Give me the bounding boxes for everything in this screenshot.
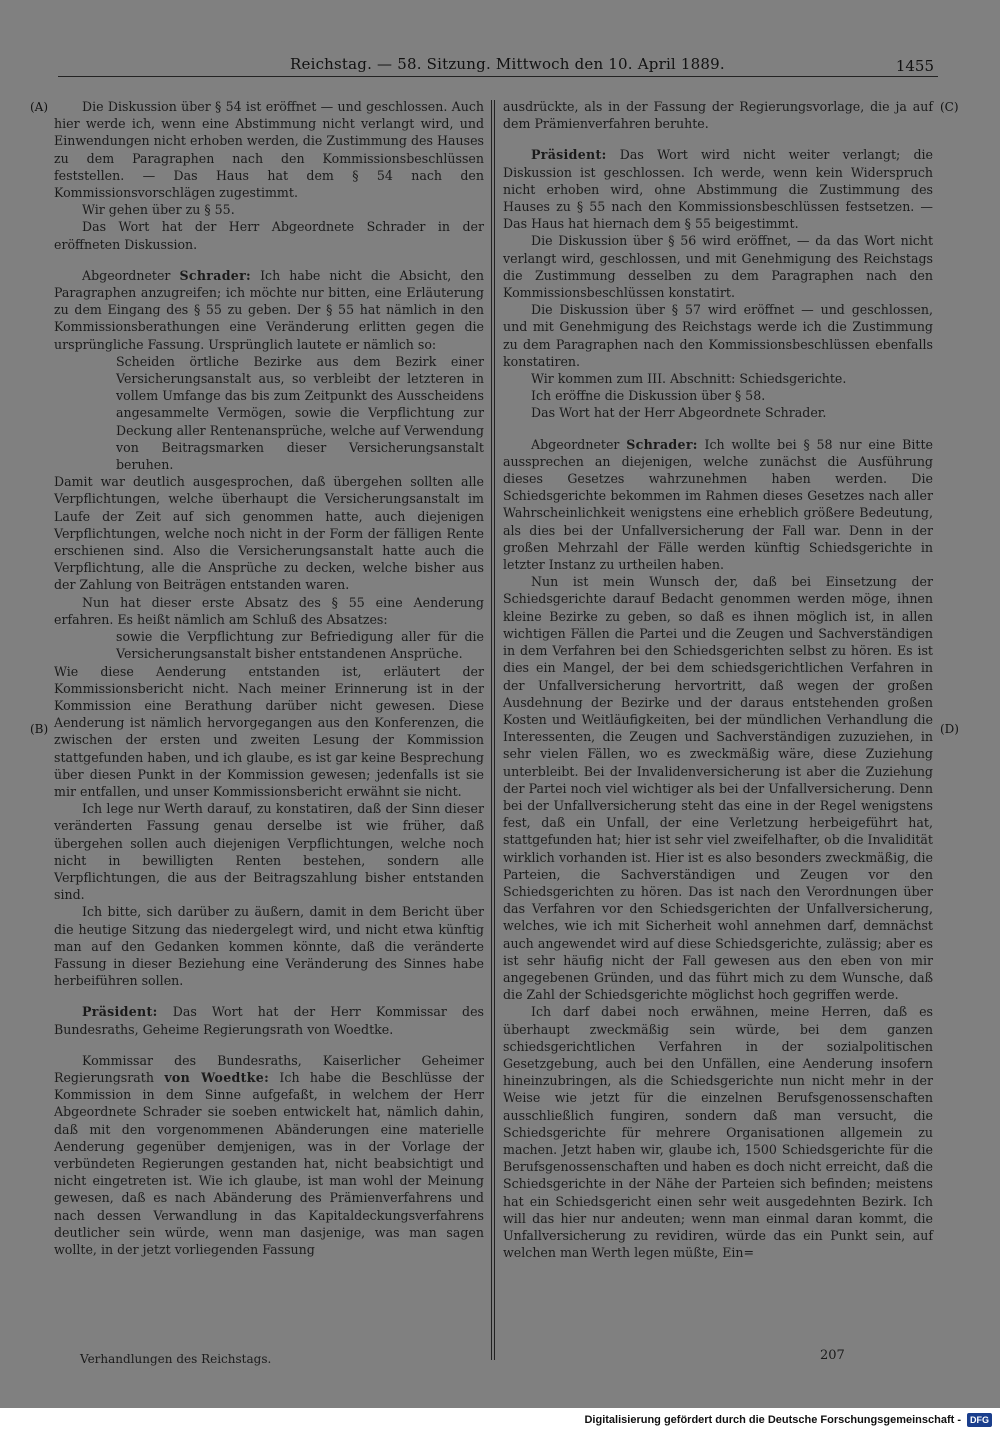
speaker-name: Schrader: [626, 436, 698, 452]
speech-schrader [54, 267, 484, 353]
speech-schrader [503, 436, 933, 574]
paragraph: Wir kommen zum III. Abschnitt: Schiedsgerichte. [531, 371, 847, 387]
page-number: 1455 [895, 57, 934, 75]
margin-marker-d: (D) [940, 722, 959, 736]
column-divider [494, 100, 495, 1360]
speech-praesident [54, 1003, 484, 1037]
speaker-intro: Abgeordneter [531, 436, 620, 452]
paragraph: Wir gehen über zu § 55. [82, 202, 235, 218]
column-divider [491, 100, 492, 1360]
footer-signature: 207 [820, 1348, 845, 1363]
paragraph: Das Wort hat der Herr Abgeordnete Schrader in der eröffneten Diskussion. [54, 219, 484, 252]
speaker-name: Schrader: [179, 267, 252, 283]
paragraph: Die Diskussion über § 54 ist eröffnet — und geschlossen. Auch hier werde ich, wenn eine Abstimmung nicht verlangt wird, und Einwendungen nicht erhoben werden, die Zustimmung des Hauses zu dem Paragraphen nach den Kommissionsbeschlüssen feststellen. — Das Haus hat dem § 54 nach den Kommissionsvorschlägen zugestimmt. [54, 99, 484, 201]
paragraph: Ich bitte, sich darüber zu äußern, damit in dem Bericht über die heutige Sitzung das niedergelegt wird, und nicht etwa künftig man auf den Gedanken kommen könnte, daß die veränderte Fassung in dieser Beziehung eine Veränderung des Sinnes habe herbeiführen sollen. [54, 904, 484, 989]
paragraph: Die Diskussion über § 56 wird eröffnet, — da das Wort nicht verlangt wird, geschlossen, und mit Genehmigung des Reichstags die Zustimmung desselben zu dem Paragraphen nach den Kommissionsbeschlüssen konstatirt. [503, 233, 933, 301]
paragraph: Ich eröffne die Diskussion über § 58. [531, 388, 766, 404]
paragraph: Nun hat dieser erste Absatz des § 55 eine Aenderung erfahren. Es heißt nämlich am Schluß des Absatzes: [54, 594, 484, 627]
right-column [503, 98, 933, 1261]
dfg-logo-icon: DFG [967, 1413, 992, 1427]
speaker-name: Präsident: [531, 147, 607, 163]
paragraph: Die Diskussion über § 57 wird eröffnet — und geschlossen, und mit Genehmigung des Reichstags werde ich die Zustimmung zu dem Paragraphen nach den Kommissionsbeschlüssen ebenfalls konstatiren. [503, 302, 933, 369]
footer-source: Verhandlungen des Reichstags. [80, 1352, 272, 1366]
page-header: Reichstag. — 58. Sitzung. Mittwoch den 10. April 1889. [290, 55, 725, 73]
speech-text: Ich wollte bei § 58 nur eine Bitte aussprechen an diejenigen, welche zunächst die Ausführung dieses Gesetzes wahrzunehmen haben werden. Die Schiedsgerichte bekommen im Rahmen dieses Gesetzes nach aller Wahrscheinlichkeit wenigstens eine erheblich größere Bedeutung, als dies bei der Unfallversicherung der Fall war. Denn in der großen Mehrzahl der Fälle werden künftig Schiedsgerichte in letzter Instanz zu urtheilen haben. [503, 436, 933, 573]
speech-text: Das Wort hat der Herr Kommissar des Bundesraths, Geheime Regierungsrath von Woedtke. [54, 1004, 484, 1037]
paragraph: Ich lege nur Werth darauf, zu konstatiren, daß der Sinn dieser veränderten Fassung genau derselbe ist wie früher, daß übergehen sollen auch diejenigen Verpflichtungen, welche noch nicht in bewilligten Renten bestehen, sondern alle Verpflichtungen, die aus der Beitragszahlung bisher entstanden sind. [54, 801, 484, 903]
margin-marker-c: (C) [940, 100, 959, 114]
speech-text: Ich habe nicht die Absicht, den Paragraphen anzugreifen; ich möchte nur bitten, eine Erläuterung zu dem Eingang des § 55 zu geben. Der § 55 hat nämlich in den Kommissionsberathungen eine Veränderung erlitten gegen die ursprüngliche Fassung. Ursprünglich lautete er nämlich so: [54, 267, 484, 352]
speaker-name: Präsident: [82, 1004, 158, 1020]
speech-text: Ich habe die Beschlüsse der Kommission in dem Sinne aufgefaßt, in welchem der Herr Abgeordnete Schrader sie soeben entwickelt hat, nämlich dahin, daß mit den vorgenommenen Abänderungen eine materielle Aenderung gegenüber demjenigen, was in der Vorlage der verbündeten Regierungen gestanden hat, nicht beabsichtigt und nicht eingetreten ist. Wie ich glaube, ist man wohl der Meinung gewesen, daß es nach Abänderung des Prämienverfahrens und nach dessen Verwandlung in das Kapitaldeckungsverfahrens deutlicher sein würde, wenn man dasjenige, was man sagen wollte, in der jetzt vorliegenden Fassung [54, 1069, 485, 1257]
speaker-intro: Abgeordneter [82, 267, 171, 283]
margin-marker-a: (A) [30, 100, 49, 114]
block-quote: sowie die Verpflichtung zur Befriedigung aller für die Versicherungsanstalt bisher entstandenen Ansprüche. [116, 629, 484, 662]
paragraph: Damit war deutlich ausgesprochen, daß übergehen sollten alle Verpflichtungen, welche überhaupt die Versicherungsanstalt im Laufe der Zeit auf sich genommen hatte, auch diejenigen Verpflichtungen, welche noch nicht in der Form der fälligen Rente erschienen sind. Also die Versicherungsanstalt hatte auch die Verpflichtung, alle die Ansprüche zu decken, welche bisher aus der Zahlung von Beiträgen entstanden waren. [54, 474, 484, 593]
speech-praesident [503, 146, 933, 232]
block-quote: Scheiden örtliche Bezirke aus dem Bezirk einer Versicherungsanstalt aus, so verbleibt der letzteren in vollem Umfange das bis zum Zeitpunkt des Ausscheidens angesammelte Vermögen, sowie die Verpflichtung zur Deckung aller Rentenansprüche, welche auf Verwendung von Beitragsmarken dieser Versicherungsanstalt beruhen. [116, 353, 484, 473]
funding-banner [584, 1410, 992, 1430]
header-rule [58, 76, 938, 77]
paragraph: Ich darf dabei noch erwähnen, meine Herren, daß es überhaupt zweckmäßig sein würde, bei dem ganzen schiedsgerichtlichen Verfahren in der sozialpolitischen Gesetzgebung, auch bei den Unfällen, eine Aenderung insofern hineinzubringen, als die Schiedsgerichte nun nicht mehr in der Weise wie jetzt für die einzelnen Berufsgenossenschaften ausschließlich fungiren, sondern daß man versucht, die Schiedsgerichte für mehrere Organisationen allgemein zu machen. Jetzt haben wir, glaube ich, 1500 Schiedsgerichte für die Berufsgenossenschaften und haben es doch nicht erreicht, daß die Schiedsgerichte in der Nähe der Parteien sich befinden; meistens hat ein Schiedsgericht einen sehr weit ausgedehnten Bezirk. Ich will das hier nur andeuten; wenn man einmal daran kommt, die Unfallversicherung zu revidiren, würde das ein Punkt sein, auf welchen man Werth legen müßte, Ein= [503, 1004, 933, 1261]
left-column [54, 98, 484, 1258]
speaker-name: von Woedtke: [164, 1069, 270, 1085]
paragraph: Das Wort hat der Herr Abgeordnete Schrader. [531, 405, 827, 421]
paragraph: Wie diese Aenderung entstanden ist, erläutert der Kommissionsbericht nicht. Nach meiner Erinnerung ist in der Kommission eine Berathung darüber nicht gewesen. Diese Aenderung ist nämlich hervorgegangen aus den Konferenzen, die zwischen der ersten und zweiten Lesung der Kommission stattgefunden haben, und ich glaube, es ist gar keine Besprechung über diesen Punkt in der Kommission gewesen; jedenfalls ist sie mir entfallen, und unser Kommissionsbericht erwähnt sie nicht. [54, 663, 484, 799]
paragraph: Nun ist mein Wunsch der, daß bei Einsetzung der Schiedsgerichte darauf Bedacht genommen werden möge, ihnen kleine Bezirke zu geben, so daß es ihnen möglich ist, in allen wichtigen Fällen die Partei und die Zeugen und Sachverständigen in dem Verfahren bei den Schiedsgerichten selbst zu hören. Es ist dies ein Mangel, der bei dem schiedsgerichtlichen Verfahren in der Unfallversicherung hervortritt, daß wegen der großen Ausdehnung der Bezirke und der daraus entstehenden großen Kosten und Weitläufigkeiten, bei der mündlichen Verhandlung die Interessenten, die Zeugen und Sachverständigen zuzuziehen, in sehr vielen Fällen, wo es zweckmäßig wäre, diese Zuziehung unterbleibt. Bei der Invalidenversicherung ist aber die Zuziehung der Partei noch viel wichtiger als bei der Unfallversicherung. Denn bei der Unfallversicherung steht das eine in der Regel wenigstens fest, daß ein Unfall, der eine Verletzung herbeigeführt hat, stattgefunden hat; hier ist sehr viel zweifelhafter, ob die Invalidität wirklich vorhanden ist. Hier ist es also besonders zweckmäßig, die Parteien, die Sachverständigen und Zeugen vor den Schiedsgerichten zu hören. Das ist nach den Verordnungen über das Verfahren vor den Schiedsgerichten der Unfallversicherung, welches, wie ich mit Sicherheit wohl annehmen darf, demnächst auch angewendet wird auf diese Schiedsgerichte, zulässig; aber es ist sehr häufig nicht der Fall gewesen aus den eben von mir angegebenen Gründen, und das führt mich zu dem Wunsche, daß die Zahl der Schiedsgerichte möglichst hoch gegriffen werde. [503, 574, 933, 1003]
speech-text: Das Wort wird nicht weiter verlangt; die Diskussion ist geschlossen. Ich werde, wenn kein Widerspruch nicht erhoben wird, ohne Abstimmung die Zustimmung des Hauses zu § 55 nach den Kommissionsbeschlüssen festsetzen. — Das Haus hat hiernach dem § 55 beigestimmt. [503, 147, 933, 232]
speech-woedtke [54, 1052, 484, 1258]
speaker-intro: Kommissar des Bundesraths, Kaiserlicher Geheimer Regierungsrath [54, 1052, 484, 1085]
banner-text: Digitalisierung gefördert durch die Deutsche Forschungsgemeinschaft - [584, 1414, 961, 1426]
margin-marker-b: (B) [30, 722, 49, 736]
paragraph: ausdrückte, als in der Fassung der Regierungsvorlage, die ja auf dem Prämienverfahren beruhte. [503, 99, 933, 132]
